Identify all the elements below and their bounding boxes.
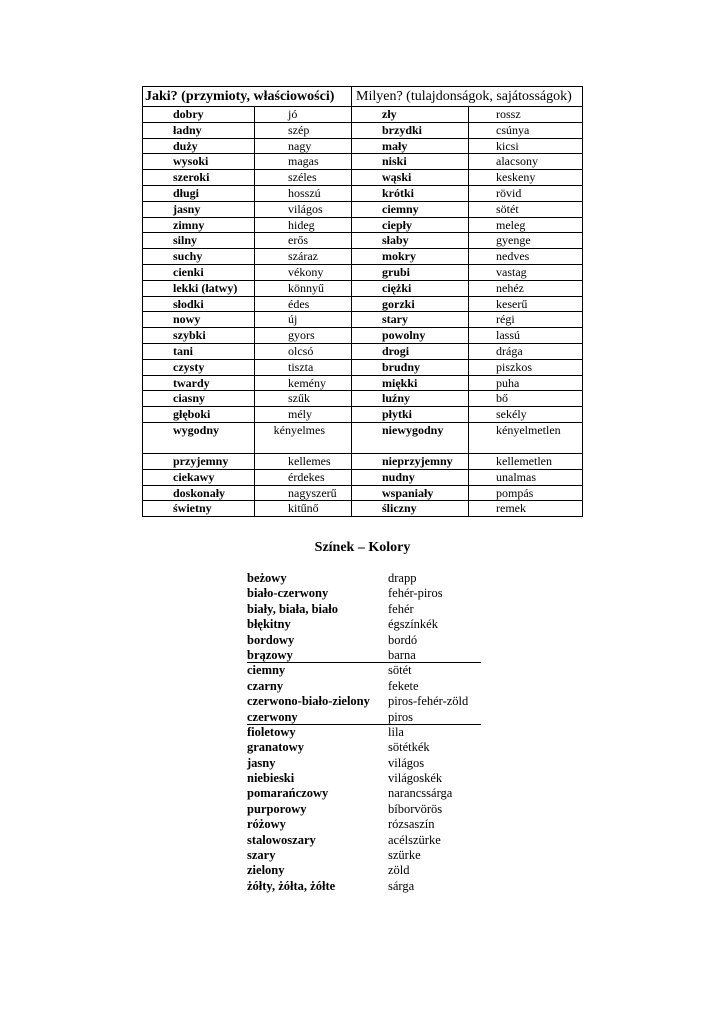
hungarian-word: száraz bbox=[255, 249, 352, 265]
polish-word: zimny bbox=[143, 217, 255, 233]
table-row bbox=[143, 201, 583, 217]
color-polish: purporowy bbox=[247, 801, 307, 816]
polish-opposite: nudny bbox=[352, 469, 469, 485]
color-polish: zielony bbox=[247, 863, 285, 878]
color-polish: granatowy bbox=[247, 740, 304, 755]
table-row bbox=[143, 170, 583, 186]
polish-opposite: brudny bbox=[352, 359, 469, 375]
hungarian-word: érdekes bbox=[255, 469, 352, 485]
polish-opposite: zły bbox=[352, 107, 469, 123]
color-polish: czarny bbox=[247, 678, 284, 693]
table-row bbox=[143, 375, 583, 391]
polish-word: jasny bbox=[143, 201, 255, 217]
color-polish: czerwony bbox=[247, 709, 298, 724]
table-row bbox=[143, 407, 583, 423]
color-row bbox=[247, 679, 481, 694]
polish-opposite: niewygodny bbox=[352, 422, 469, 453]
hungarian-opposite: meleg bbox=[469, 217, 583, 233]
hungarian-opposite: csúnya bbox=[469, 122, 583, 138]
header-hungarian: Milyen? (tulajdonságok, sajátosságok) bbox=[352, 87, 583, 107]
color-polish: szary bbox=[247, 848, 276, 863]
polish-word: nowy bbox=[143, 312, 255, 328]
polish-opposite: stary bbox=[352, 312, 469, 328]
color-hungarian: világoskék bbox=[388, 771, 443, 786]
hungarian-opposite: bő bbox=[469, 391, 583, 407]
table-row bbox=[143, 122, 583, 138]
color-row bbox=[247, 586, 481, 601]
color-polish: jasny bbox=[247, 755, 276, 770]
polish-word: głęboki bbox=[143, 407, 255, 423]
hungarian-word: mély bbox=[255, 407, 352, 423]
color-polish: stalowoszary bbox=[247, 832, 316, 847]
polish-opposite: luźny bbox=[352, 391, 469, 407]
hungarian-opposite: puha bbox=[469, 375, 583, 391]
polish-word: przyjemny bbox=[143, 453, 255, 469]
hungarian-opposite: piszkos bbox=[469, 359, 583, 375]
hungarian-word: erős bbox=[255, 233, 352, 249]
color-hungarian: rózsaszín bbox=[388, 817, 435, 832]
hungarian-opposite: pompás bbox=[469, 485, 583, 501]
polish-opposite: mały bbox=[352, 138, 469, 154]
polish-opposite: drogi bbox=[352, 343, 469, 359]
color-row bbox=[247, 786, 481, 801]
table-row bbox=[143, 453, 583, 469]
table-row bbox=[143, 501, 583, 517]
color-row bbox=[247, 648, 481, 663]
color-hungarian: bordó bbox=[388, 632, 418, 647]
color-hungarian: drapp bbox=[388, 571, 417, 585]
table-row bbox=[143, 217, 583, 233]
table-row bbox=[143, 469, 583, 485]
color-row bbox=[247, 710, 481, 725]
polish-word: szeroki bbox=[143, 170, 255, 186]
polish-opposite: mokry bbox=[352, 249, 469, 265]
table-row bbox=[143, 249, 583, 265]
hungarian-word: jó bbox=[255, 107, 352, 123]
hungarian-word: új bbox=[255, 312, 352, 328]
polish-opposite: krótki bbox=[352, 185, 469, 201]
color-row bbox=[247, 633, 481, 648]
color-polish: błękitny bbox=[247, 617, 291, 632]
hungarian-opposite: unalmas bbox=[469, 469, 583, 485]
color-polish: niebieski bbox=[247, 771, 295, 786]
hungarian-word: kellemes bbox=[255, 453, 352, 469]
color-polish: pomarańczowy bbox=[247, 786, 329, 801]
hungarian-word: könnyű bbox=[255, 280, 352, 296]
color-row bbox=[247, 663, 481, 678]
hungarian-word: vékony bbox=[255, 264, 352, 280]
color-hungarian: piros-fehér-zöld bbox=[388, 694, 469, 709]
table-row bbox=[143, 343, 583, 359]
hungarian-opposite: remek bbox=[469, 501, 583, 517]
hungarian-word: hideg bbox=[255, 217, 352, 233]
color-hungarian: sárga bbox=[388, 878, 415, 893]
hungarian-opposite: kellemetlen bbox=[469, 453, 583, 469]
color-hungarian: fekete bbox=[388, 678, 419, 693]
polish-word: świetny bbox=[143, 501, 255, 517]
hungarian-opposite: nedves bbox=[469, 249, 583, 265]
polish-word: twardy bbox=[143, 375, 255, 391]
color-row bbox=[247, 879, 481, 894]
header-polish: Jaki? (przymioty, właściowości) bbox=[143, 87, 352, 107]
hungarian-opposite: kényelmetlen bbox=[469, 422, 583, 453]
hungarian-opposite: nehéz bbox=[469, 280, 583, 296]
polish-word: dobry bbox=[143, 107, 255, 123]
hungarian-word: édes bbox=[255, 296, 352, 312]
color-hungarian: barna bbox=[388, 647, 416, 662]
hungarian-word: kitűnő bbox=[255, 501, 352, 517]
color-row bbox=[247, 833, 481, 848]
polish-opposite: gorzki bbox=[352, 296, 469, 312]
color-hungarian: piros bbox=[388, 709, 413, 724]
hungarian-opposite: sötét bbox=[469, 201, 583, 217]
color-hungarian: égszínkék bbox=[388, 617, 438, 632]
table-row bbox=[143, 138, 583, 154]
hungarian-opposite: keskeny bbox=[469, 170, 583, 186]
color-hungarian: sötét bbox=[388, 663, 412, 678]
polish-opposite: ciepły bbox=[352, 217, 469, 233]
hungarian-opposite: drága bbox=[469, 343, 583, 359]
hungarian-opposite: régi bbox=[469, 312, 583, 328]
color-row bbox=[247, 725, 481, 740]
polish-word: ładny bbox=[143, 122, 255, 138]
color-hungarian: fehér bbox=[388, 601, 414, 616]
polish-word: duży bbox=[143, 138, 255, 154]
table-row bbox=[143, 391, 583, 407]
table-row bbox=[143, 485, 583, 501]
table-row bbox=[143, 280, 583, 296]
color-row bbox=[247, 756, 481, 771]
table-row bbox=[143, 107, 583, 123]
hungarian-word: hosszú bbox=[255, 185, 352, 201]
color-polish: żółty, żółta, żółte bbox=[247, 878, 336, 893]
polish-opposite: miękki bbox=[352, 375, 469, 391]
hungarian-opposite: gyenge bbox=[469, 233, 583, 249]
color-hungarian: narancssárga bbox=[388, 786, 453, 801]
color-row bbox=[247, 863, 481, 878]
hungarian-opposite: kicsi bbox=[469, 138, 583, 154]
hungarian-word: szűk bbox=[255, 391, 352, 407]
hungarian-word: kényelmes bbox=[255, 422, 352, 453]
polish-opposite: słaby bbox=[352, 233, 469, 249]
polish-word: tani bbox=[143, 343, 255, 359]
color-row bbox=[247, 571, 481, 586]
hungarian-word: szép bbox=[255, 122, 352, 138]
polish-opposite: płytki bbox=[352, 407, 469, 423]
hungarian-word: világos bbox=[255, 201, 352, 217]
color-row bbox=[247, 740, 481, 755]
polish-opposite: wspaniały bbox=[352, 485, 469, 501]
polish-opposite: powolny bbox=[352, 328, 469, 344]
color-polish: brązowy bbox=[247, 647, 293, 662]
polish-opposite: brzydki bbox=[352, 122, 469, 138]
table-header-row bbox=[143, 87, 583, 107]
color-row bbox=[247, 602, 481, 617]
hungarian-opposite: alacsony bbox=[469, 154, 583, 170]
table-row bbox=[143, 422, 583, 453]
color-hungarian: szürke bbox=[388, 848, 421, 863]
color-hungarian: lila bbox=[388, 724, 404, 739]
hungarian-word: széles bbox=[255, 170, 352, 186]
color-hungarian: bíborvörös bbox=[388, 801, 443, 816]
polish-word: lekki (łatwy) bbox=[143, 280, 255, 296]
color-hungarian: zöld bbox=[388, 863, 410, 878]
color-polish: różowy bbox=[247, 817, 286, 832]
polish-opposite: śliczny bbox=[352, 501, 469, 517]
color-row bbox=[247, 617, 481, 632]
polish-opposite: niski bbox=[352, 154, 469, 170]
polish-word: szybki bbox=[143, 328, 255, 344]
polish-word: doskonały bbox=[143, 485, 255, 501]
color-polish: fioletowy bbox=[247, 724, 296, 739]
polish-opposite: grubi bbox=[352, 264, 469, 280]
color-hungarian: acélszürke bbox=[388, 832, 441, 847]
table-row bbox=[143, 328, 583, 344]
table-row bbox=[143, 185, 583, 201]
color-row bbox=[247, 694, 481, 709]
hungarian-opposite: vastag bbox=[469, 264, 583, 280]
color-polish: biało-czerwony bbox=[247, 586, 329, 601]
hungarian-opposite: keserű bbox=[469, 296, 583, 312]
polish-word: ciekawy bbox=[143, 469, 255, 485]
color-row bbox=[247, 802, 481, 817]
colors-title: Színek – Kolory bbox=[314, 540, 411, 555]
polish-word: ciasny bbox=[143, 391, 255, 407]
color-polish: ciemny bbox=[247, 663, 286, 678]
polish-opposite: ciężki bbox=[352, 280, 469, 296]
hungarian-word: olcsó bbox=[255, 343, 352, 359]
color-hungarian: fehér-piros bbox=[388, 586, 443, 601]
hungarian-opposite: rossz bbox=[469, 107, 583, 123]
color-row bbox=[247, 817, 481, 832]
table-row bbox=[143, 312, 583, 328]
table-row bbox=[143, 296, 583, 312]
polish-opposite: nieprzyjemny bbox=[352, 453, 469, 469]
table-row bbox=[143, 233, 583, 249]
color-polish: bordowy bbox=[247, 632, 295, 647]
hungarian-word: nagyszerű bbox=[255, 485, 352, 501]
table-row bbox=[143, 154, 583, 170]
color-polish: czerwono-biało-zielony bbox=[247, 694, 370, 709]
hungarian-opposite: sekély bbox=[469, 407, 583, 423]
colors-list bbox=[247, 571, 481, 894]
polish-word: silny bbox=[143, 233, 255, 249]
table-row bbox=[143, 359, 583, 375]
hungarian-opposite: lassú bbox=[469, 328, 583, 344]
polish-opposite: wąski bbox=[352, 170, 469, 186]
polish-word: wysoki bbox=[143, 154, 255, 170]
color-hungarian: sötétkék bbox=[388, 740, 430, 755]
hungarian-word: tiszta bbox=[255, 359, 352, 375]
polish-word: wygodny bbox=[143, 422, 255, 453]
polish-opposite: ciemny bbox=[352, 201, 469, 217]
polish-word: długi bbox=[143, 185, 255, 201]
polish-word: cienki bbox=[143, 264, 255, 280]
adjectives-table bbox=[142, 86, 583, 517]
hungarian-word: gyors bbox=[255, 328, 352, 344]
polish-word: czysty bbox=[143, 359, 255, 375]
hungarian-word: kemény bbox=[255, 375, 352, 391]
color-polish: beżowy bbox=[247, 571, 287, 585]
table-row bbox=[143, 264, 583, 280]
hungarian-opposite: rövid bbox=[469, 185, 583, 201]
color-hungarian: világos bbox=[388, 755, 425, 770]
hungarian-word: nagy bbox=[255, 138, 352, 154]
polish-word: suchy bbox=[143, 249, 255, 265]
color-polish: biały, biała, biało bbox=[247, 601, 339, 616]
color-row bbox=[247, 771, 481, 786]
color-row bbox=[247, 848, 481, 863]
hungarian-word: magas bbox=[255, 154, 352, 170]
polish-word: słodki bbox=[143, 296, 255, 312]
